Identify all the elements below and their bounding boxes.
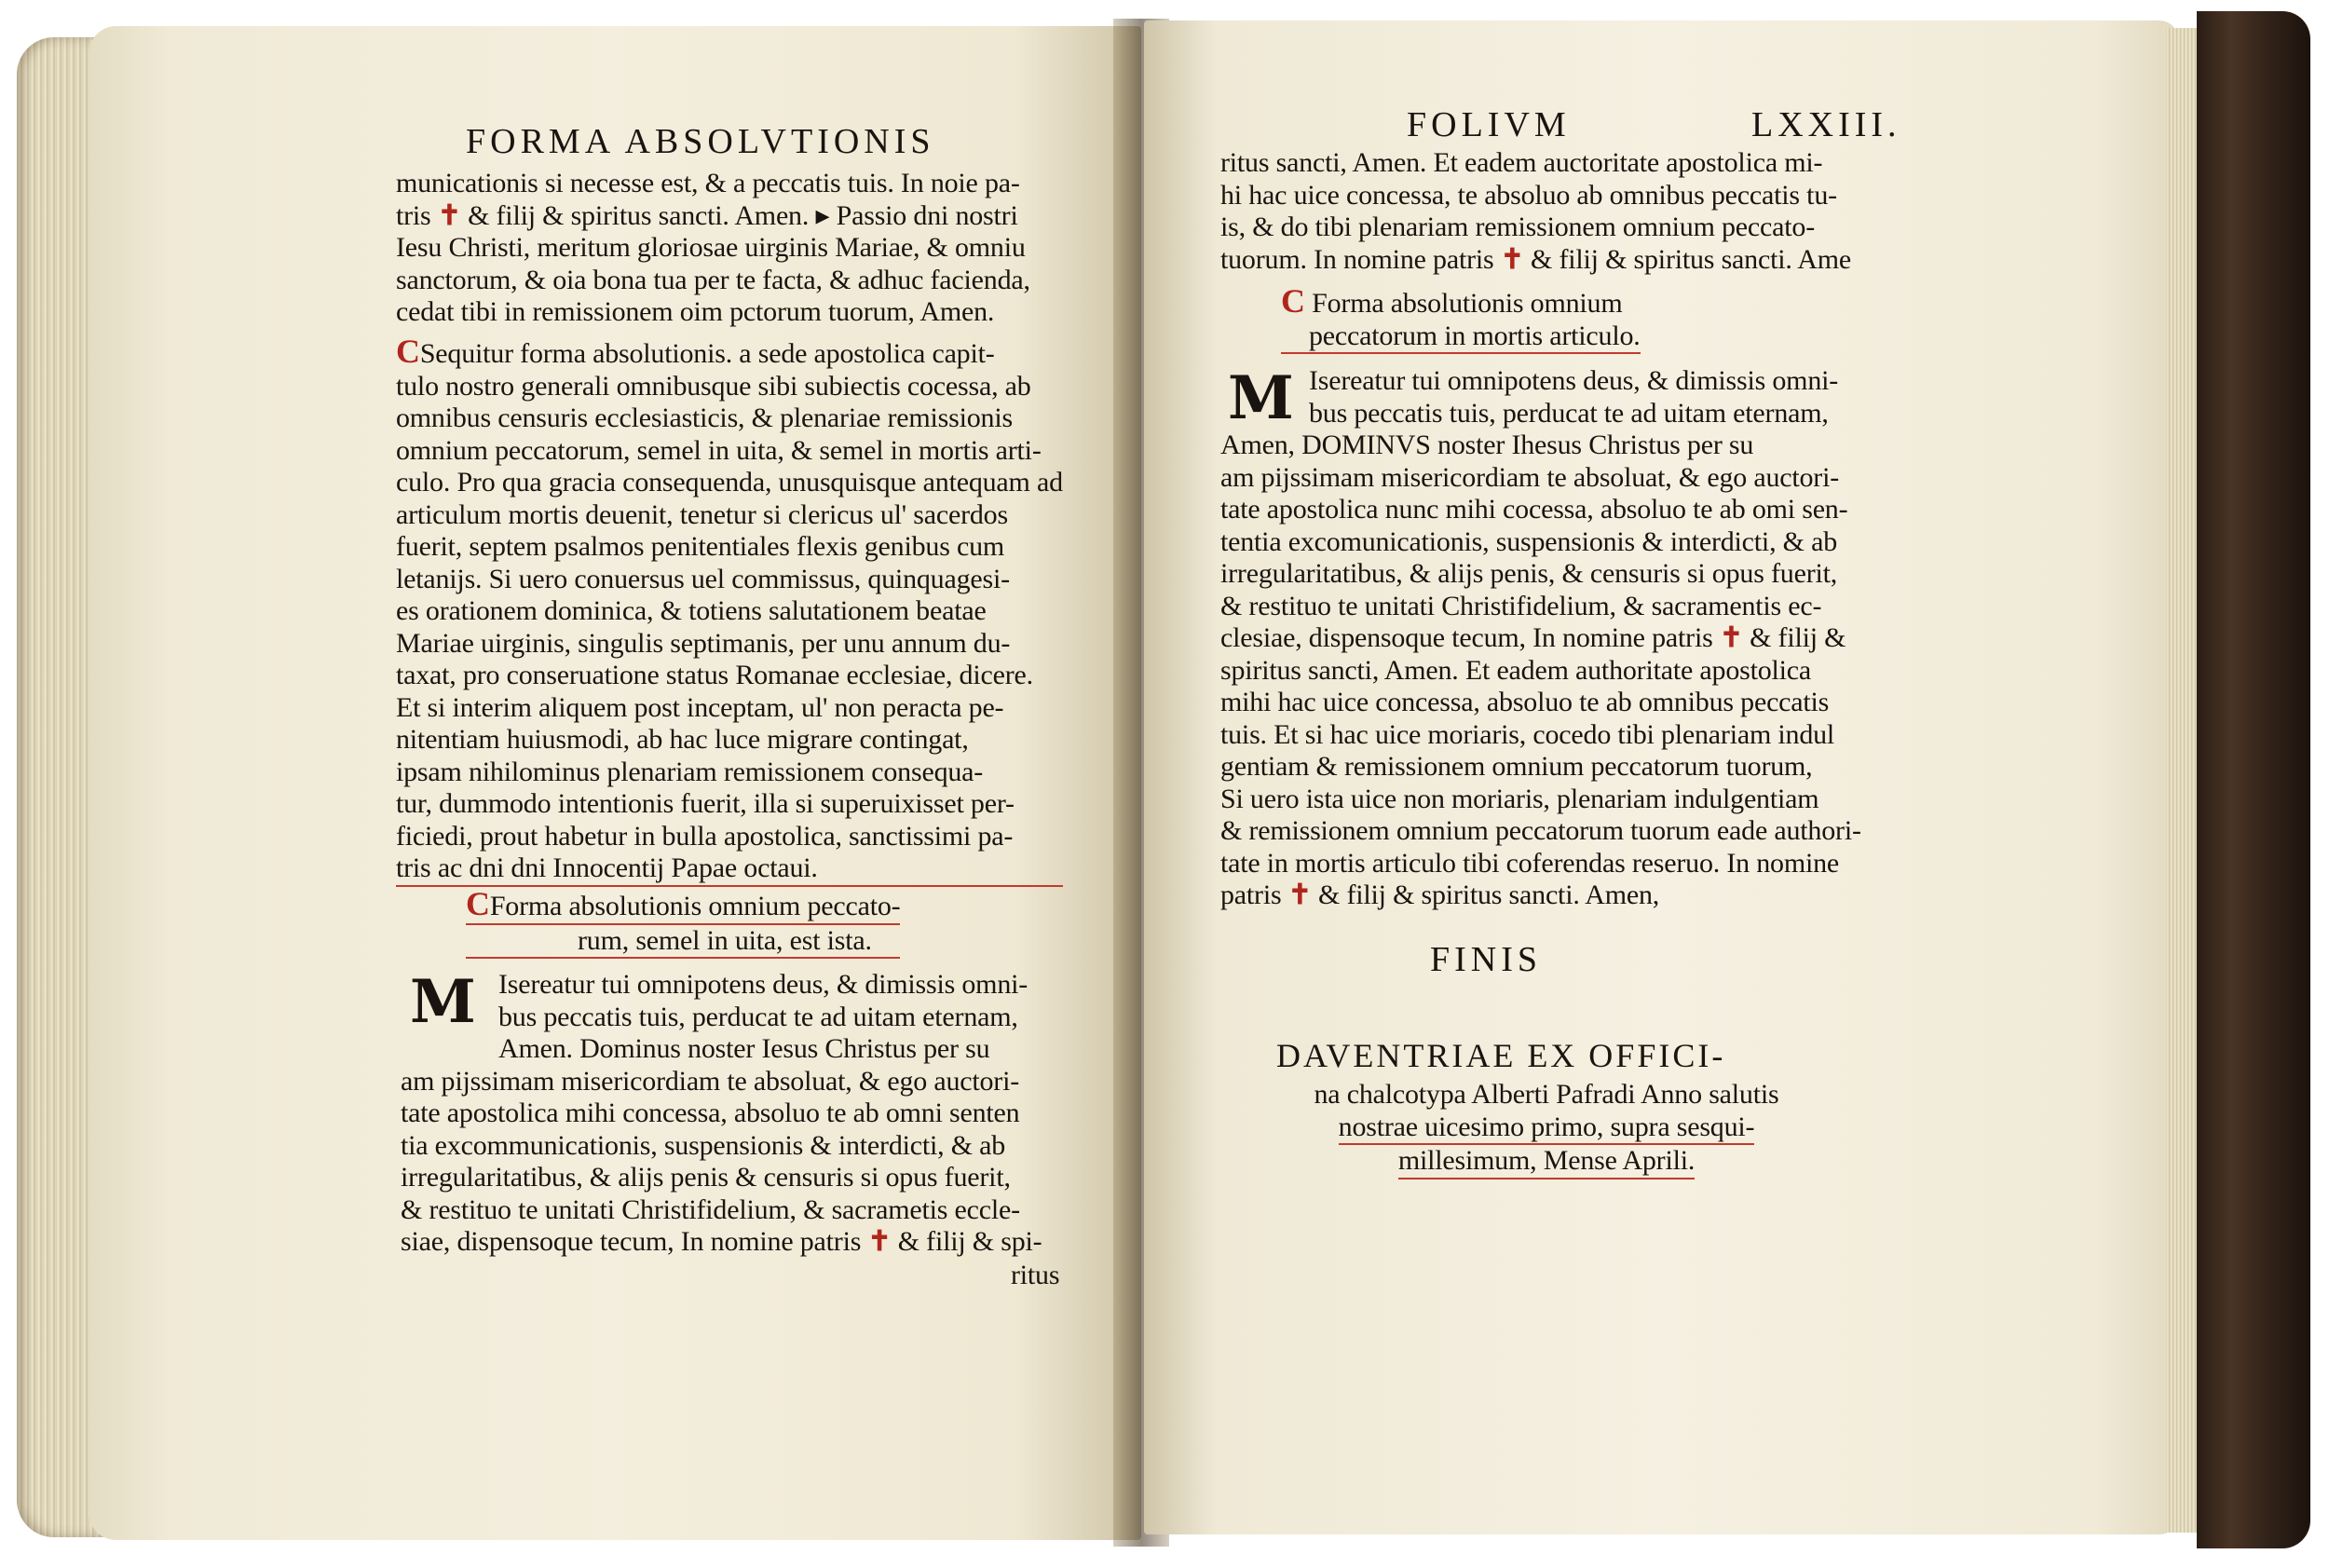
left-rubric — [466, 885, 901, 959]
text-line: ficiedi, prout habetur in bulla apostolica, sanctissimi pa- — [396, 820, 1014, 852]
text-line: gentiam & remissionem omnium peccatorum tuorum, — [1220, 751, 1813, 782]
left-middle-text — [396, 333, 1063, 887]
text-line: spiritus sancti, Amen. Et eadem authoritate apostolica — [1220, 654, 1812, 686]
right-rubric — [1281, 282, 1641, 354]
text-line: Si uero ista uice non moriaris, plenariam indulgentiam — [1220, 783, 1819, 814]
text-line: tuorum. In nomine patris ✝ & filij & spiritus sancti. Ame — [1220, 243, 1852, 275]
text-line: tia excommunicationis, suspensionis & interdicti, & ab — [401, 1129, 1006, 1161]
text-line: culo. Pro qua gracia consequenda, unusquisque antequam ad — [396, 467, 1063, 498]
text-line: es orationem dominica, & totiens salutationem beatae — [396, 595, 987, 626]
drop-cap-m: M — [1228, 363, 1294, 433]
text-line: am pijssimam misericordiam te absoluat, & ego auctori- — [401, 1065, 1020, 1097]
text-line: clesiae, dispensoque tecum, In nomine patris ✝ & filij & — [1220, 622, 1846, 653]
text-line: tur, dummodo intentionis fuerit, illa si superuixisset per- — [396, 788, 1015, 819]
text-line: omnibus censuris ecclesiasticis, & plenariae remissionis — [396, 402, 1013, 433]
rubric-line: Forma absolutionis omnium — [1312, 288, 1623, 319]
right-running-head: FOLIVM — [1407, 105, 1571, 144]
text-line: ritus sancti, Amen. Et eadem auctoritate apostolica mi- — [1220, 147, 1823, 178]
text-line: patris ✝ & filij & spiritus sancti. Amen, — [1220, 879, 1660, 910]
text-line: Amen. Dominus noster Iesus Christus per su — [498, 1033, 990, 1064]
text-line: irregularitatibus, & alijs penis, & censuris si opus fuerit, — [1220, 558, 1838, 589]
right-top-text — [1220, 147, 1851, 276]
text-line: Et si interim aliquem post inceptam, ul' non peracta pe- — [396, 691, 1004, 723]
colophon-line: nostrae uicesimo primo, supra sesqui- — [1339, 1111, 1755, 1146]
right-body-text — [1220, 365, 1861, 912]
left-bottom-text — [401, 969, 1042, 1259]
red-cross-icon: ✝ — [1500, 243, 1524, 275]
colophon-heading: DAVENTRIAE EX OFFICI- — [1276, 1037, 1726, 1074]
text-line: Amen, DOMINVS noster Ihesus Christus per su — [1220, 429, 1754, 460]
text-line: tate in mortis articulo tibi coferendas reseruo. In nomine — [1220, 847, 1840, 879]
text-line: tuis. Et si hac uice moriaris, cocedo tibi plenariam indul — [1220, 718, 1835, 750]
text-line: am pijssimam misericordiam te absoluat, & ego auctori- — [1220, 461, 1840, 493]
text-line: & restituo te unitati Christifidelium, & sacramentis ec- — [1220, 590, 1822, 621]
left-running-head: FORMA ABSOLVTIONIS — [466, 122, 935, 161]
text-line: Sequitur forma absolutionis. a sede apostolica capit- — [419, 338, 995, 369]
text-line: letanijs. Si uero conuersus uel commissus, quinquagesi- — [396, 563, 1010, 594]
left-top-text — [396, 168, 1030, 329]
colophon-line: millesimum, Mense Aprili. — [1398, 1145, 1695, 1179]
finis-label: FINIS — [1430, 940, 1543, 979]
text-line: tate apostolica mihi concessa, absoluo te ab omni senten — [401, 1098, 1020, 1128]
text-line: nitentiam huiusmodi, ab hac luce migrare contingat, — [396, 724, 969, 755]
text-line: cedat tibi in remissionem oim pctorum tuorum, Amen. — [396, 296, 995, 327]
red-cross-icon: ✝ — [867, 1226, 892, 1257]
leather-binding — [2197, 11, 2310, 1548]
catchword — [1011, 1260, 1059, 1292]
text-line: & remissionem omnium peccatorum tuorum eade authori- — [1220, 815, 1861, 846]
text-line: mihi hac uice concessa, absoluo te ab omnibus peccatis — [1220, 687, 1830, 717]
colophon-text — [1239, 1079, 1854, 1179]
text-line: siae, dispensoque tecum, In nomine patris ✝ & filij & spi- — [401, 1226, 1042, 1257]
text-line: tate apostolica nunc mihi cocessa, absoluo te ab omi sen- — [1220, 494, 1848, 525]
text-line: tris ac dni dni Innocentij Papae octaui. — [396, 852, 1063, 887]
text-line: irregularitatibus, & alijs penis & censuris si opus fuerit, — [401, 1162, 1011, 1193]
text-line: bus peccatis tuis, perducat te ad uitam eternam, — [498, 1001, 1018, 1032]
rubric-line: peccatorum in mortis articulo. — [1281, 320, 1641, 355]
red-paragraph-mark: C — [1281, 282, 1305, 320]
text-line: sanctorum, & oia bona tua per te facta, & adhuc facienda, — [396, 264, 1030, 295]
red-cross-icon: ✝ — [437, 199, 461, 231]
red-cross-icon: ✝ — [1719, 622, 1743, 653]
text-line: Isereatur tui omnipotens deus, & dimissis omni- — [498, 969, 1028, 1000]
red-cross-icon: ✝ — [1287, 879, 1312, 910]
text-line: bus peccatis tuis, perducat te ad uitam eternam, — [1309, 397, 1829, 429]
rubric-line: rum, semel in uita, est ista. — [466, 925, 900, 960]
text-line: articulum mortis deuenit, tenetur si clericus ul' sacerdos — [396, 498, 1008, 530]
red-paragraph-mark: C — [466, 885, 490, 922]
text-line: taxat, pro conseruatione status Romanae ecclesiae, dicere. — [396, 660, 1033, 690]
text-line: municationis si necesse est, & a peccatis tuis. In noie pa- — [396, 168, 1020, 198]
text-line: tentia excomunicationis, suspensionis & interdicti, & ab — [1220, 525, 1838, 557]
text-line: tulo nostro generali omnibusque sibi subiectis cocessa, ab — [396, 370, 1031, 402]
folio-number: LXXIII. — [1751, 105, 1901, 144]
red-paragraph-mark: C — [396, 333, 420, 370]
text-line: is, & do tibi plenariam remissionem omnium peccato- — [1220, 211, 1815, 242]
text-line: fuerit, septem psalmos penitentiales flexis genibus cum — [396, 531, 1005, 562]
text-line: ipsam nihilominus plenariam remissionem consequa- — [396, 756, 984, 787]
text-line: omnium peccatorum, semel in uita, & semel in mortis arti- — [396, 434, 1042, 466]
rubric-line: Forma absolutionis omnium peccato- — [489, 891, 901, 921]
text-line: & restituo te unitati Christifidelium, & sacrametis eccle- — [401, 1193, 1020, 1225]
text-line: tris ✝ & filij & spiritus sancti. Amen. ▸ Passio dni nostri — [396, 199, 1018, 231]
catchword-text: ritus — [1011, 1260, 1060, 1290]
text-line: Mariae uirginis, singulis septimanis, per unu annum du- — [396, 627, 1011, 659]
colophon-line: na chalcotypa Alberti Pafradi Anno salutis — [1314, 1079, 1779, 1110]
text-line: hi hac uice concessa, te absoluo ab omnibus peccatis tu- — [1220, 179, 1837, 211]
text-line: Isereatur tui omnipotens deus, & dimissis omni- — [1309, 365, 1839, 396]
text-line: Iesu Christi, meritum gloriosae uirginis Mariae, & omniu — [396, 232, 1026, 263]
drop-cap-m: M — [410, 967, 476, 1037]
